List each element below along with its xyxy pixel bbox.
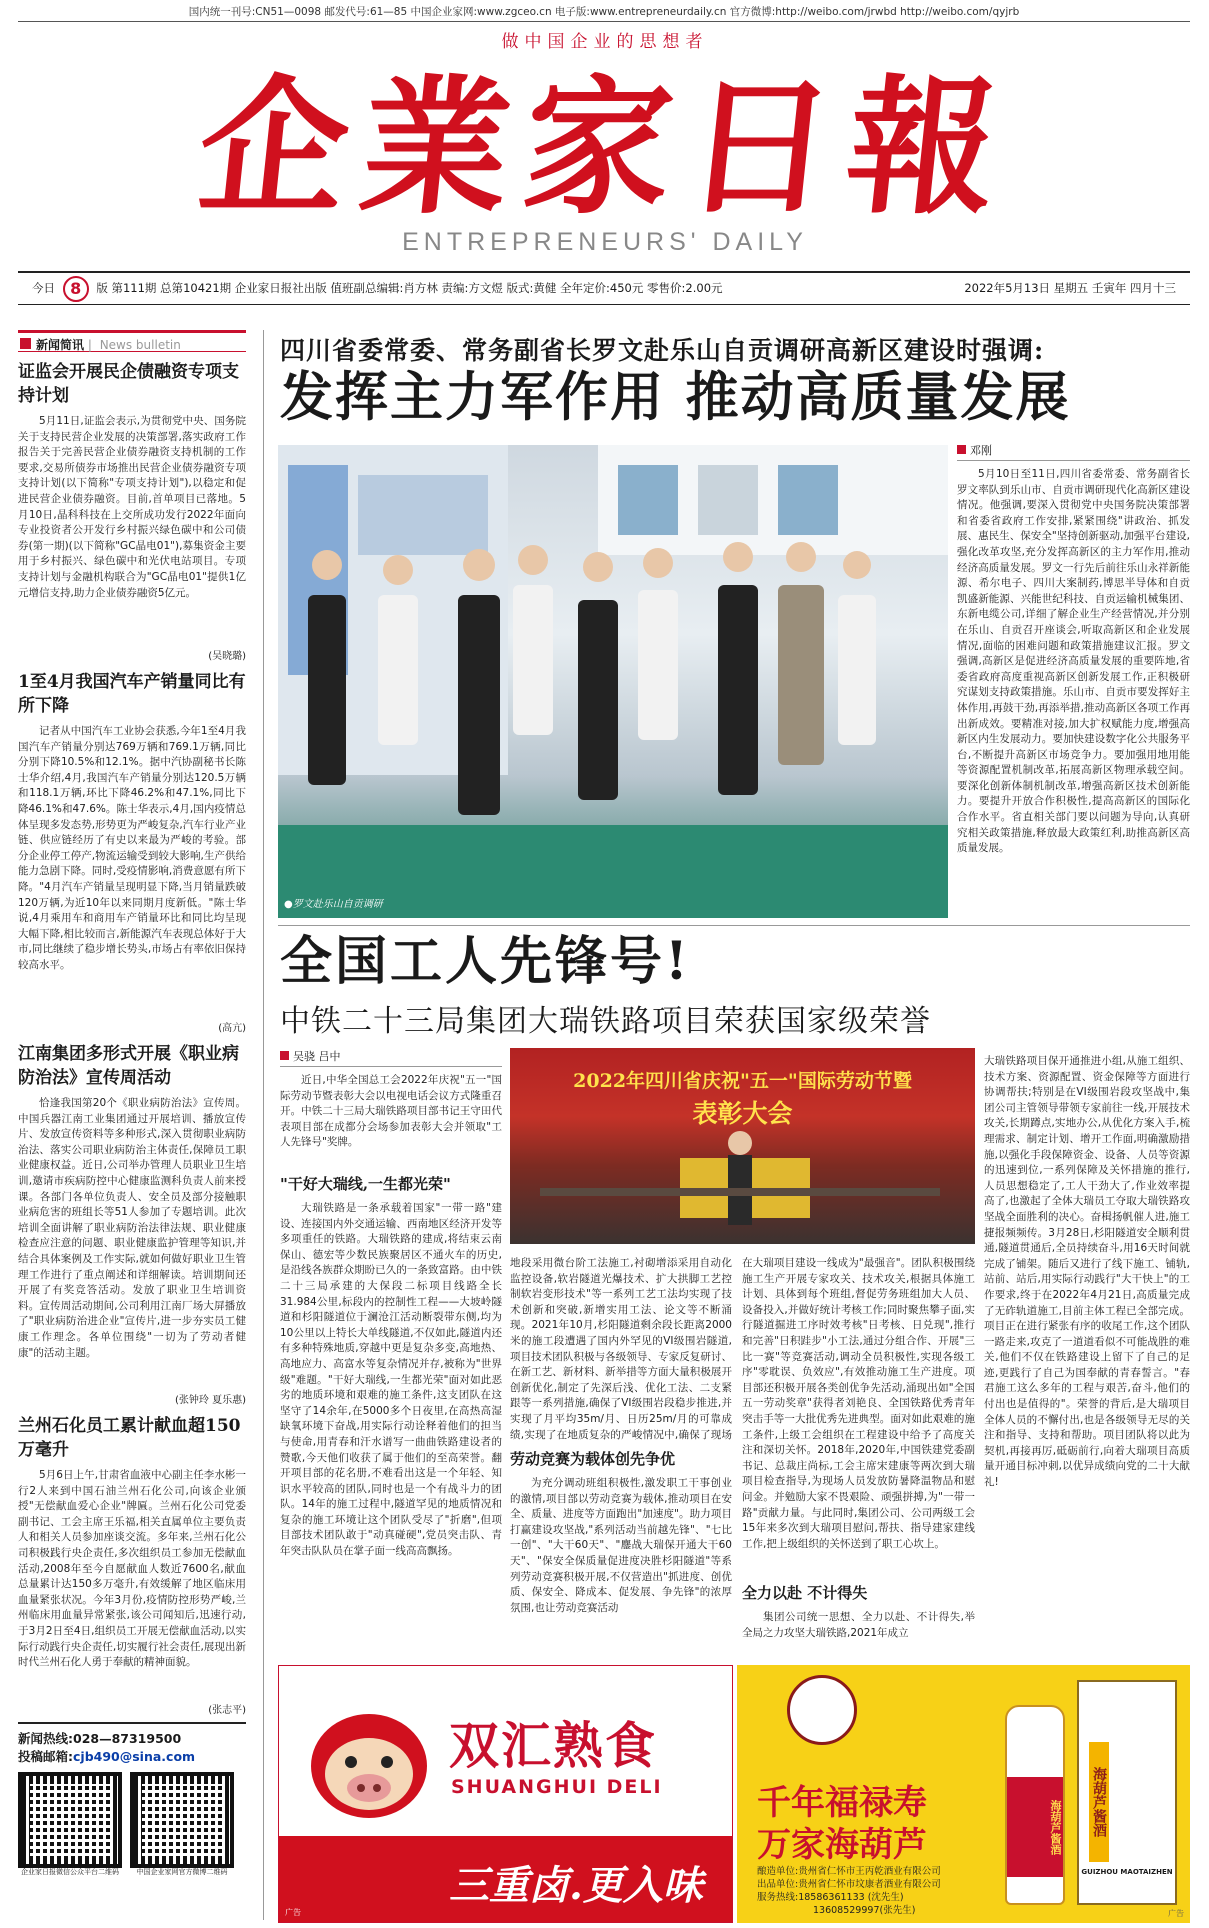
story2-para-4: 在大瑞项目建设一线成为"最强音"。团队积极围绕施工生产开展专家攻关、技术攻关,根据具体施工计划、具体到每个班组,督促劳务班组加大人员、设备投入,并做好统计考核工作;同时聚焦攀子面,实行隧道掘进工序时效考核"日考核、日兑现",推行和完善"日积跬步"小工法,通过分组合作、开展"三比一赛"等竞赛活动,调动全员积极性,实现各级工序"零耽误、负效应",有效推动施工生产进度。项目部还积极开展各类创优争先活动,涌现出如"全国五一劳动奖章"获得者刘艳良、全国铁路优秀青年突击手等一大批优秀先进典型。面对如此艰难的施工条件,上级工会组织在工程建设中给予了高度关注和深切关怀。2018年,2020年,中国铁建党委副书记、总裁庄尚标,工会主席宋建康等两次到大瑞项目检查指导,为现场人员发放防暑降温物品和慰问金。并勉励大家不畏艰险、顽强拼搏,为"一带一路"贡献力量。与此同时,集团公司、公司两级工会15年来多次到大瑞项目慰问,帮扶、指导建家建线工作,把上级组织的关怀送到了职工心坎上。 xyxy=(742,1257,975,1550)
ad1-tag: 广告 xyxy=(285,1908,301,1917)
bulletin-body-4: 5月6日上午,甘肃省血液中心副主任李水彬一行2人来到中国石油兰州石化公司,向该企业颁授"无偿献血爱心企业"牌匾。兰州石化公司党委副书记、工会主席王乐福,相关直属单位主要负责人和相关人员参加座谈交流。多年来,兰州石化公司积极践行央企责任,多次组织员工参加无偿献血活动,2008年至今自愿献血人数近7600名,献血总量累计达150多万毫升,有效缓解了地区临床用血量紧张状况。今年3月份,疫情防控形势严峻,兰州临床用血量异常紧张,该公司闻知后,迅速行动,于3月2日至4日,组织员工开展无偿献血活动,以实际行动践行央企责任,切实履行社会责任,展现出新时代兰州石化人勇于奉献的精神面貌。 xyxy=(18,1469,246,1669)
bulletin-author-4: (张志平) xyxy=(208,1705,246,1716)
byline-marker-icon-2 xyxy=(280,1051,289,1060)
qr2-caption: 中国企业家网官方微博二维码 xyxy=(136,1868,228,1876)
issue-details: 版 第111期 总第10421期 企业家日报社出版 值班副总编辑:肖方林 责编:方文煜 版式:黄健 全年定价:450元 零售价:2.00元 xyxy=(96,281,723,295)
story2-photo xyxy=(510,1048,975,1244)
wechat-qr-icon[interactable] xyxy=(18,1772,122,1868)
bulletin-body-3: 恰逢我国第20个《职业病防治法》宣传周。中国兵器江南工业集团通过开展培训、播放宣传片、发放宣传资料等多种形式,深入贯彻职业病防治法、落实公司职业病防治主体责任,保障员工职业健康权益。近日,公司举办管理人员职业卫生培训,邀请市疾病防控中心健康监测科负责人前来授课。各部门各单位负责人、安全员及部分接触职业病危害的班组长等51人参加了专题培训。此次培训全面讲解了职业病防治法律法规、职业健康检查应注意的问题、职业健康监护管理等知识,并结合具体案例及工作实际,就如何做好职业卫生管理工作进行了重点阐述和详细解读。培训期间还开展了有奖竞答活动。发放了职业卫生培训资料。宣传周活动期间,公司利用江南厂场大屏播放了"职业病防治进企业"宣传片,进一步夯实员工健康工作理念。各单位围绕"一切为了劳动者健康"的活动主题。 xyxy=(18,1097,246,1359)
shuanghui-advert[interactable] xyxy=(278,1665,733,1923)
officials-visit-illustration xyxy=(278,445,948,918)
story-divider xyxy=(278,925,1190,926)
ad2-line-4: 13608529997(张先生) xyxy=(813,1905,916,1916)
story2-para-1: 大瑞铁路是一条承载着国家"一带一路"建设、连接国内外交通运输、西南地区经济开发等多项重任的铁路。大瑞铁路的建成,将结束云南保山、德宏等少数民族聚居区不通火车的历史,是沿线各族群众期盼已久的一条致富路。由中铁二十三局承建的大保段二标项目线路全长31.984公里,标段内的控制性工程——大坡岭隧道和杉阳隧道位于澜沧江活动断裂带东侧,均为10公里以上特长大单线隧道,不仅如此,隧道内还有多种特殊地质,穿越中更是复杂多变,高地热、高地应力、高富水等复杂情况并存,被称为"世界级"难题。"干好大瑞线,一生都光荣"面对如此恶劣的地质环境和艰难的施工条件,这支团队在这坚守了14余年,在5000多个日夜里,在高热高湿缺氧环境下奋战,用实际行动诠释着他们的担当与使命,用青春和汗水谱写一曲曲铁路建设者的赞歌,今天他们收获了属于他们的至高荣誉。翻开项目部的花名册,不难看出这是一个年轻、知识水平较高的团队,同时也是一个有战斗力的团队。14年的施工过程中,隧道罕见的地质情况和复杂的施工环境让这个团队受尽了"折磨",但项目部技术团队敢于"动真碰硬",党员突击队、青年突击队队员在掌子面一线高高飘扬。 xyxy=(280,1202,502,1558)
slogan: 做中国企业的思想者 xyxy=(501,32,709,52)
photo-banner-text: 2022年四川省庆祝"五一"国际劳动节暨 xyxy=(573,1070,912,1092)
bulletin-headline-1: 证监会开展民企债融资专项支持计划 xyxy=(18,362,239,406)
story1-byline: 邓刚 xyxy=(970,444,992,457)
story2-para-3: 为充分调动班组积极性,激发职工干事创业的激情,项目部以劳动竞赛为载体,推动项目在安全、质量、进度等方面跑出"加速度"。助力项目打赢建设攻坚战,"系列活动当前越先锋"、"七比一创"、"大干60天"、"鏖战大瑞保开通大干60天"、"保安全保质量促进度决胜杉阳隧道"等系列劳动竞赛积极开展,不仅营造出"抓进度、创优质、保安全、降成本、促发展、争先锋"的浓厚氛围,也让劳动竞赛活动 xyxy=(510,1477,732,1614)
bulletin-body-1: 5月11日,证监会表示,为贯彻党中央、国务院关于支持民营企业发展的决策部署,落实政府工作报告关于完善民营企业债券融资支持机制的工作要求,交易所债券市场推出民营企业债券融资专项支持计划(以下简称"专项支持计划"),以稳定和促进民营企业债券融资。目前,首单项目已落地。5月10日,晶科科技在上交所成功发行2022年面向专业投资者公开发行乡村振兴绿色碳中和公司债券(第一期)(以下简称"GC晶电01"),募集资金主要用于乡村振兴、绿色碳中和光伏电站项目。专项支持计划与金融机构联合为"GC晶电01"提供1亿元增信支持,助力企业债券融资5亿元。 xyxy=(18,415,246,599)
bulletin-title-en: News bulletin xyxy=(99,338,181,352)
ad1-brand-cn: 双汇熟食 xyxy=(449,1716,657,1775)
story2-subheading-2: 劳动竞赛为载体创先争优 xyxy=(510,1450,676,1468)
story2-subheading-1: "干好大瑞线,一生都光荣" xyxy=(280,1175,451,1193)
story2-para-2: 地段采用微台阶工法施工,衬砌增添采用自动化监控设备,软岩隧道光爆技术、扩大拱脚工艺控制软岩变形技术"等一系列工艺工法均实现了技术创新和突破,新增实用工法、论文等不断涌现。2021年10月,杉阳隧道剩余段长距离2000米的施工段遭遇了国内外罕见的VI级围岩隧道,项目技术团队积极与各级领导、专家反复研讨、在新工艺、新材料、新举措等方面大量积极展开创新优化,制定了先深后浅、优化工法、二支紧跟等一系列措施,确保了VI级围岩段稳步推进,并实现了月平均35m/月、日历25m/月的可靠成绩,实现了在地质复杂的严峻情况中,确保了现场 xyxy=(510,1257,732,1441)
today-label: 今日 xyxy=(32,281,55,295)
liquor-box-icon xyxy=(1077,1680,1177,1905)
ad2-line-2: 出品单位:贵州省仁怀市坟康者酒业有限公司 xyxy=(757,1879,941,1890)
masthead-english: ENTREPRENEURS' DAILY xyxy=(402,228,808,256)
column-divider xyxy=(263,330,264,1920)
photo-banner-text-2: 表彰大会 xyxy=(692,1099,793,1128)
story2-para-5: 集团公司统一思想、全力以赴、不计得失,举全局之力攻坚大瑞铁路,2021年成立 xyxy=(742,1611,975,1639)
bulletin-headline-2: 1至4月我国汽车产销量同比有所下降 xyxy=(18,672,246,716)
bulletin-author-3: (张钟玲 夏乐惠) xyxy=(175,1395,246,1406)
ad2-headline-1: 千年福禄寿 xyxy=(757,1783,927,1823)
news-bulletin-column xyxy=(18,330,246,1914)
byline-marker-icon xyxy=(957,445,966,454)
qr-codes xyxy=(18,1772,246,1877)
publication-info-line: 国内统一刊号:CN51—0098 邮发代号:61—85 中国企业家网:www.zgceo.cn 电子版:www.entrepreneurdaily.cn 官方微博:http://weibo.com/jrwbd http://weibo.com/qyjrb xyxy=(18,4,1190,22)
issue-info-bar xyxy=(18,271,1190,305)
story2-para-6: 大瑞铁路项目保开通推进小组,从施工组织、技术方案、资源配置、资金保障等方面进行协调帮扶;特别是在VI级围岩段攻坚战中,集团公司主管领导带领专家前往一线,开展技术攻关,长期蹲点,实地办公,从优化方案入手,梳理需求、制定计划、增开工作面,明确激励措施,以强化手段保障资金、设备、人员等资源的迅速到位,一系列保障及关怀措施的推行,人员思想稳定了,工人干劲大了,作业效率提高了,也激起了全体大瑞员工夺取大瑞铁路攻坚战全面胜利的决心。奋楫扬帆催人进,施工捷报频频传。3月28日,杉阳隧道安全顺利贯通,隧道贯通后,全员持续奋斗,用16天时间就完成了铺架。随后又进行了线下施工、铺轨,站前、站后,用实际行动践行"大干快上"的工作要求,终于在2022年4月21日,高质量完成了无砟轨道施工,目前主体工程已全部完成。项目正在进行紧张有序的收尾工作,这个团队一路走来,攻克了一道道看似不可能战胜的难关,他们不仅在铁路建设上留下了自己的足迹,更践行了自己为国奉献的青春誓言。"春君施工这么多年的工程与艰苦,奋斗,他们的付出也是值得的"。荣誉的背后,是大瑞项目全体人员的不懈付出,也是各级领导无尽的关注和指导、支持和帮助。项目团队将以此为契机,再接再厉,砥砺前行,向着大瑞项目高质量开通目标冲刺,以优异成绩向党的二十大献礼! xyxy=(984,1055,1190,1489)
box-brand: GUIZHOU MAOTAIZHEN xyxy=(1081,1868,1173,1876)
pig-mascot-icon xyxy=(299,1696,439,1826)
page-count-badge: 8 xyxy=(63,276,89,302)
box-label: 海葫芦酱酒 xyxy=(1089,1742,1109,1862)
story1-photo-caption: ●罗文赴乐山自贡调研 xyxy=(284,899,383,910)
contact-box xyxy=(18,1722,246,1766)
ad2-tag: 广告 xyxy=(1168,1909,1184,1918)
story1-photo xyxy=(278,445,948,918)
bulletin-body-2: 记者从中国汽车工业协会获悉,今年1至4月我国汽车产销量分别达769万辆和769.1万辆,同比分别下降10.5%和12.1%。据中汽协副秘书长陈士华介绍,4月,我国汽车产销量分别达120.5万辆和118.1万辆,环比下降46.2%和47.1%,同比下降46.1%和47.6%。陈士华表示,4月,国内疫情总体呈现多发态势,形势更为严峻复杂,汽车行业产业链、供应链经历了有史以来最为严峻的考验。部分企业停工停产,物流运输受到较大影响,生产供给能力急剧下降。同时,受疫情影响,消费意愿有所下降。"4月汽车产销量呈现明显下降,当月销量跌破120万辆,为近10年以来同期月度新低。"陈士华说,4月乘用车和商用车产销量环比和同比均呈现大幅下降,相比较而言,新能源汽车表现总体好于大市,同比继续了稳步增长势头,市场占有率依旧保持较高水平。 xyxy=(18,725,246,971)
hotline-label: 新闻热线: xyxy=(18,1731,73,1746)
bottle-label: 海葫芦酱酒 xyxy=(1007,1777,1063,1877)
bulletin-header: 新闻简讯 | News bulletin xyxy=(18,330,246,352)
bulletin-headline-3: 江南集团多形式开展《职业病防治法》宣传周活动 xyxy=(18,1044,239,1088)
ad1-brand-en: SHUANGHUI DELI xyxy=(451,1776,663,1798)
liquor-bottle-icon xyxy=(1005,1705,1065,1905)
ad2-line-3: 服务热线:18586361133 (沈先生) xyxy=(757,1892,904,1903)
story2-col4 xyxy=(984,1048,1190,1658)
email-address[interactable]: cjb490@sina.com xyxy=(73,1749,196,1764)
issue-date: 2022年5月13日 星期五 壬寅年 四月十三 xyxy=(964,281,1176,295)
weibo-qr-icon[interactable] xyxy=(130,1772,234,1868)
story2-byline: 吴骁 吕中 xyxy=(293,1050,341,1063)
hotline-number: 028—87319500 xyxy=(73,1731,182,1746)
ad2-emblem-icon xyxy=(787,1675,857,1745)
story2-subheading-3: 全力以赴 不计得失 xyxy=(742,1584,868,1602)
email-label: 投稿邮箱: xyxy=(18,1749,73,1764)
story2-subhead: 中铁二十三局集团大瑞铁路项目荣获国家级荣誉 xyxy=(280,1004,931,1039)
bulletin-title: 新闻简讯 xyxy=(36,338,85,352)
ad1-slogan: 三重卤.更入味 xyxy=(449,1862,703,1909)
ad2-contact-lines xyxy=(757,1865,941,1917)
story1-subhead: 四川省委常委、常务副省长罗文赴乐山自贡调研高新区建设时强调: xyxy=(280,336,1045,365)
ad2-headline-2: 万家海葫芦 xyxy=(757,1825,927,1865)
award-ceremony-illustration xyxy=(510,1048,975,1244)
story2-col2 xyxy=(510,1250,732,1648)
qr1-caption: 企业家日报微信公众平台二维码 xyxy=(21,1868,119,1876)
story2-col3 xyxy=(742,1250,975,1650)
story1-text xyxy=(957,442,1190,907)
bulletin-headline-4: 兰州石化员工累计献血超150万毫升 xyxy=(18,1416,241,1460)
masthead-logo: 企業家日報 xyxy=(190,60,1020,234)
story2-col1 xyxy=(280,1048,502,1637)
story1-body: 5月10日至11日,四川省委常委、常务副省长罗文率队到乐山市、自贡市调研现代化高新区建设情况。他强调,要深入贯彻党中央国务院决策部署和省委省政府工作安排,紧紧围绕"讲政治、抓发展、惠民生、保安全"坚持创新驱动,加强平台建设,强化改革攻坚,充分发挥高新区的主力军作用,推动经济高质量发展。罗文一行先后前往乐山永祥新能源、希尔电子、四川大案制药,博思半导体和自贡凯盛新能源、兴能世纪科技、自贡运输机械集团、东新电缆公司,详细了解企业生产经营情况,并分别在乐山、自贡召开座谈会,听取高新区和企业发展情况,面临的困难问题和政策措施建议汇报。罗文强调,高新区是促进经济高质量发展的重要阵地,省委省政府高度重视高新区创新发展工作,正积极研究谋划支持政策措施。乐山市、自贡市要发挥好主体作用,再鼓干劲,再添举措,推动高新区各项工作再出新成效。要精准对接,加大扩权赋能力度,增强高新区内生发展动力。要加快建设数字化公共服务平台,不断提升高新区市场竞争力。要加强用地用能等资源配置机制改革,拓展高新区物理承载空间。要深化创新体制机制改革,增强高新区技术创新能力。要提升开放合作积极性,提高高新区的国际化合作水平。省直相关部门要以问题为导向,认真研究相关政策措施,释放最大政策红利,助推高新区高质量发展。 xyxy=(957,468,1190,855)
haihulu-liquor-advert[interactable] xyxy=(737,1665,1190,1923)
story1-headline: 发挥主力军作用 推动高质量发展 xyxy=(280,366,1071,428)
bulletin-author-2: (高亢) xyxy=(218,1023,246,1034)
bulletin-author-1: (吴晓璐) xyxy=(208,651,246,662)
story2-headline: 全国工人先锋号! xyxy=(280,931,691,992)
ad2-line-1: 酿造单位:贵州省仁怀市王丙乾酒业有限公司 xyxy=(757,1866,941,1877)
story2-lead: 近日,中华全国总工会2022年庆祝"五一"国际劳动节暨表彰大会以电视电话会议方式隆重召开。中铁二十三局大瑞铁路项目部书记王守田代表项目部在成都分会场参加表彰大会并领取"工人先锋号"奖牌。 xyxy=(280,1074,502,1149)
